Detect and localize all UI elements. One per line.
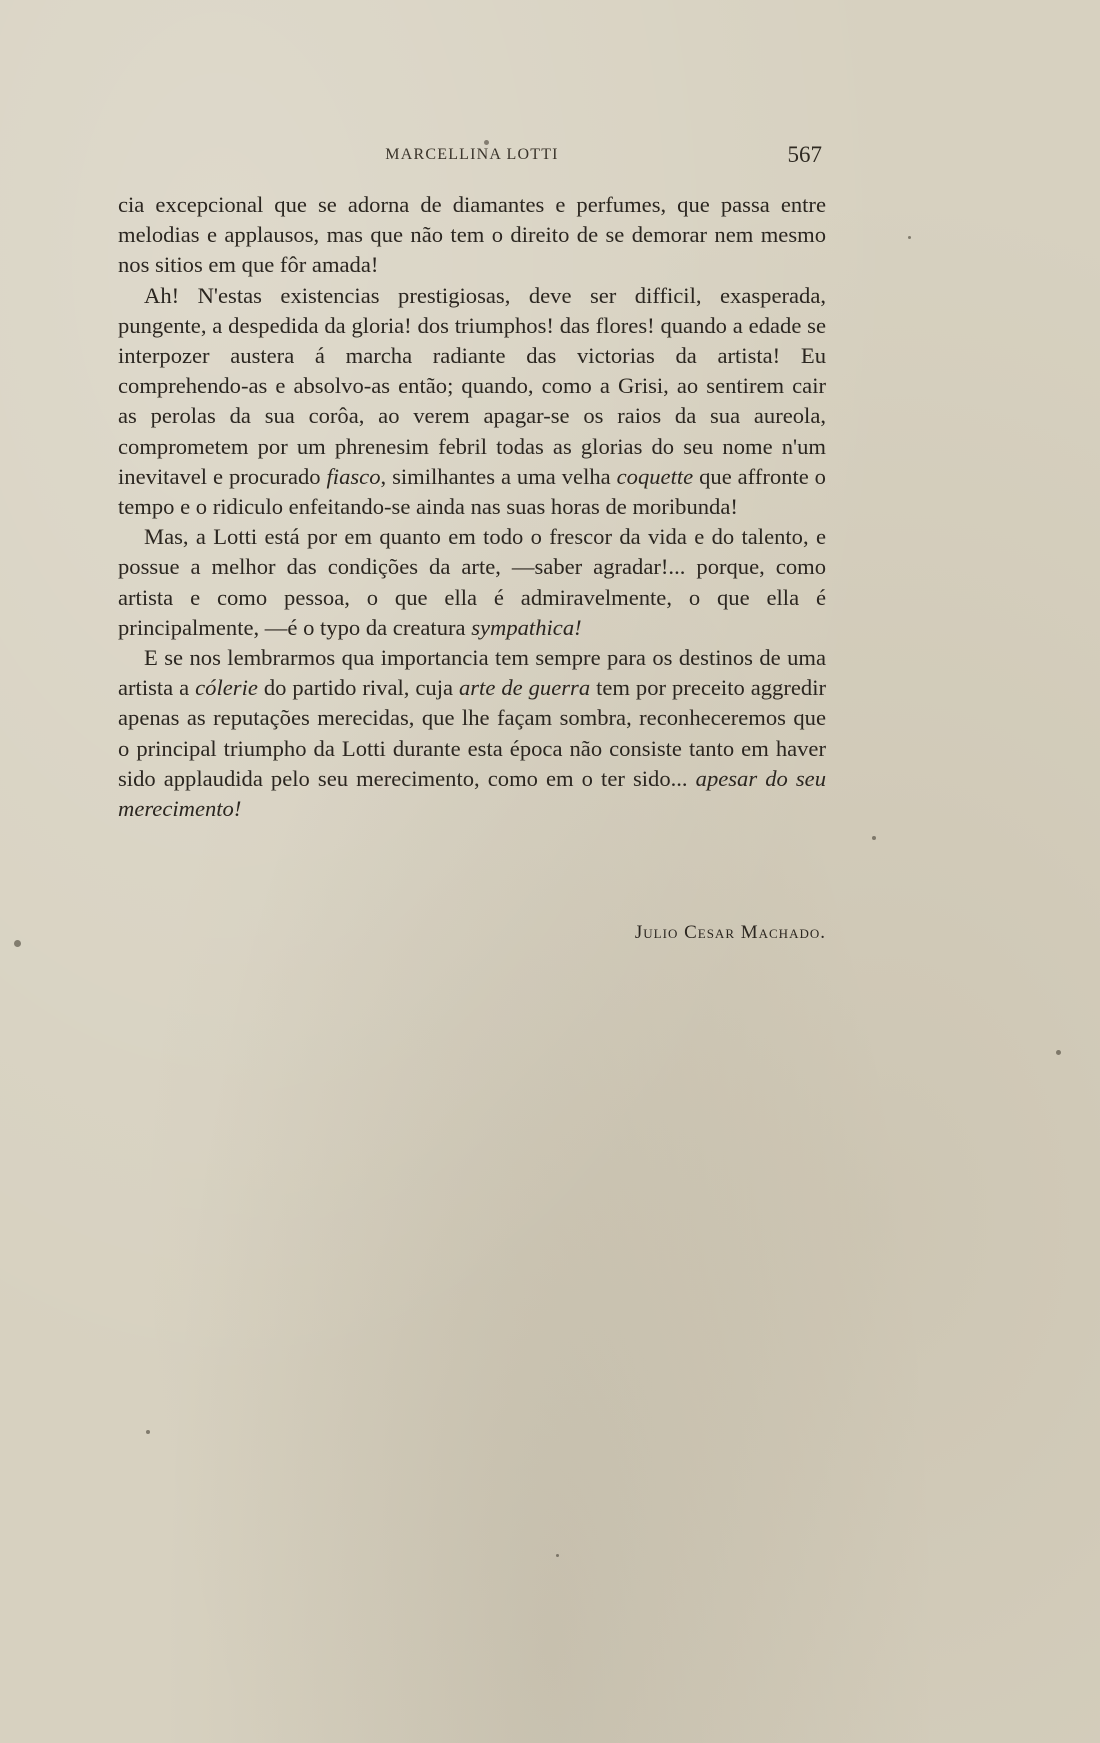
paragraph-2 [118,281,826,523]
paragraph-1 [118,190,826,281]
paragraph-3 [118,522,826,643]
paragraph-4 [118,643,826,824]
paragraph-4-italic-arte-de-guerra: arte de guerra [458,675,591,701]
running-title: MARCELLINA LOTTI [385,146,559,163]
author-signature: Julio Cesar Machado. [634,922,826,943]
paper-speck [14,940,21,947]
paragraph-4-text-a: E se nos lembrarmos qua importancia tem sempre para os destinos de uma artista a [118,645,826,701]
paper-speck [556,1554,559,1557]
paragraph-2-text-b: , similhantes a uma velha [380,463,617,489]
paragraph-2-italic-fiasco: fiasco [326,463,381,489]
paper-speck [872,836,876,840]
paper-speck [908,236,911,239]
paragraph-4-text-c: tem por preceito aggredir apenas as reputações merecidas, que lhe façam sombra, reconheceremos que o principal triumpho da Lotti durante esta época não consiste tanto em haver sido applaudida pelo seu merecimento, como em o ter sido... [118,675,826,791]
paragraph-2-text-a: Ah! N'estas existencias prestigiosas, deve ser difficil, exasperada, pungente, a despedida da gloria! dos triumphos! das flores! quando a edade se interpozer austera á marcha radiante das victorias da artista! Eu comprehendo-as e absolvo-as então; quando, como a Grisi, ao sentirem cair as perolas da sua corôa, ao verem apagar-se os raios da sua aureola, comprometem por um phrenesim febril todas as glorias do seu nome n'um inevitavel e procurado [118,282,826,489]
paragraph-4-text-b: do partido rival, cuja [257,675,459,701]
paragraph-3-text-a: Mas, a Lotti está por em quanto em todo o frescor da vida e do talento, e possue a melhor das condições da arte, —saber agradar!... porque, como artista e como pessoa, o que ella é admiravelmente, o que ella é principalmente, —é o typo da creatura [118,524,826,640]
paper-speck [484,140,489,145]
paragraph-3-italic-sympathica: sympathica! [471,614,582,640]
paragraph-2-text-c: que affronte o tempo e o ridiculo enfeitando-se ainda nas suas horas de moribunda! [118,463,826,520]
paragraph-4-italic-colerie: cólerie [195,675,258,701]
paragraph-1-text: cia excepcional que se adorna de diamantes e perfumes, que passa entre melodias e applausos, mas que não tem o direito de se demorar nem mesmo nos sitios em que fôr amada! [118,192,826,278]
page-number: 567 [787,142,822,167]
paper-speck [1056,1050,1061,1055]
paragraph-2-italic-coquette: coquette [616,463,694,489]
running-header [118,142,826,170]
paper-speck [146,1430,150,1434]
body-text [118,190,826,824]
paragraph-4-italic-apesar: apesar do seu merecimento! [118,765,826,822]
